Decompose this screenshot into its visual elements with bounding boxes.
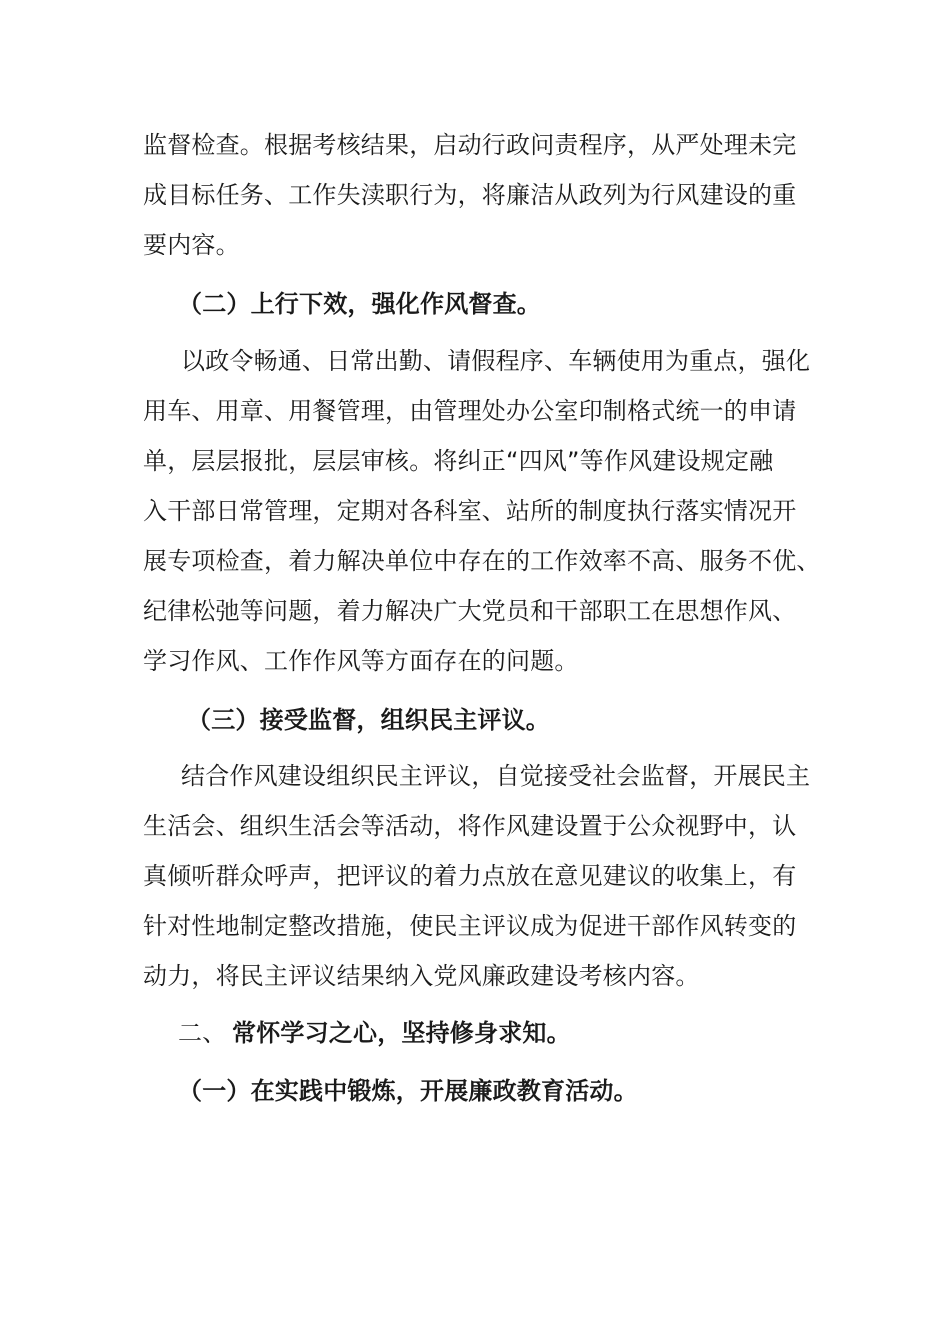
section-heading: 常怀学习之心，坚持修身求知。 (232, 1019, 571, 1047)
paragraph-line: 单，层层报批，层层审核。将纠正“四风”等作风建设规定融 (143, 447, 774, 475)
paragraph-line: 结合作风建设组织民主评议，自觉接受社会监督，开展民主 (181, 762, 811, 790)
subsection-heading: （二）上行下效，强化作风督查。 (178, 290, 541, 318)
subsection-heading: （三）接受监督，组织民主评议。 (187, 706, 550, 734)
subsection-heading: （一）在实践中锻炼，开展廉政教育活动。 (178, 1077, 638, 1105)
paragraph-line: 真倾听群众呼声，把评议的着力点放在意见建议的收集上，有 (143, 862, 797, 890)
paragraph-line: 学习作风、工作作风等方面存在的问题。 (143, 647, 579, 675)
paragraph-line: 要内容。 (143, 231, 240, 259)
paragraph-line: 入干部日常管理，定期对各科室、站所的制度执行落实情况开 (143, 497, 797, 525)
paragraph-line: 成目标任务、工作失渎职行为，将廉洁从政列为行风建设的重 (143, 181, 797, 209)
paragraph-line: 纪律松弛等问题，着力解决广大党员和干部职工在思想作风、 (143, 597, 797, 625)
section-number: 二、 (178, 1019, 227, 1047)
paragraph-line: 针对性地制定整改措施，使民主评议成为促进干部作风转变的 (143, 912, 797, 940)
paragraph-line: 生活会、组织生活会等活动，将作风建设置于公众视野中，认 (143, 812, 797, 840)
paragraph-line: 以政令畅通、日常出勤、请假程序、车辆使用为重点，强化 (181, 347, 811, 375)
paragraph-line: 动力，将民主评议结果纳入党风廉政建设考核内容。 (143, 962, 700, 990)
paragraph-line: 用车、用章、用餐管理，由管理处办公室印制格式统一的申请 (143, 397, 797, 425)
paragraph-line: 展专项检查，着力解决单位中存在的工作效率不高、服务不优、 (143, 547, 821, 575)
paragraph-line: 监督检查。根据考核结果，启动行政问责程序，从严处理未完 (143, 131, 797, 159)
